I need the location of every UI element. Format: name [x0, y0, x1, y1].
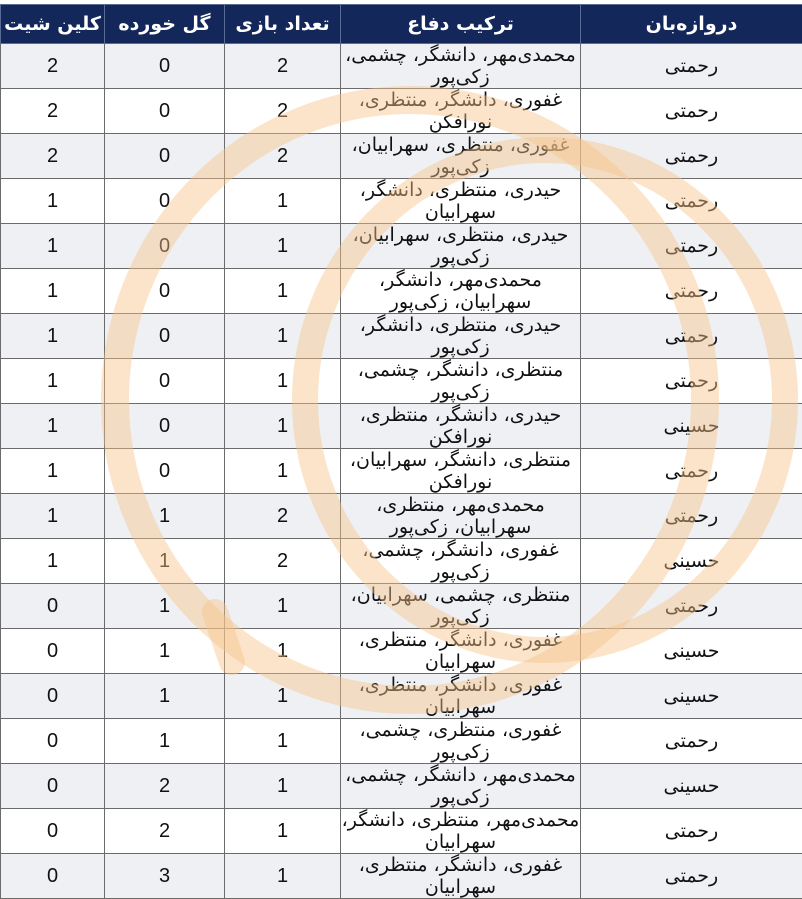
cell-clean-sheets: 0: [1, 674, 105, 719]
cell-defense: حیدری، منتظری، سهرابیان، زکی‌پور: [341, 224, 581, 269]
cell-clean-sheets: 0: [1, 584, 105, 629]
cell-goalkeeper: حسینی: [581, 404, 802, 449]
table-row: [1, 584, 802, 629]
cell-games: 1: [225, 764, 341, 809]
table-row: [1, 269, 802, 314]
cell-goalkeeper: رحمتی: [581, 494, 802, 539]
cell-clean-sheets: 1: [1, 449, 105, 494]
cell-games: 2: [225, 44, 341, 89]
table-row: [1, 89, 802, 134]
cell-clean-sheets: 1: [1, 404, 105, 449]
cell-conceded: 1: [105, 719, 225, 764]
cell-games: 2: [225, 494, 341, 539]
cell-conceded: 0: [105, 404, 225, 449]
cell-goalkeeper: رحمتی: [581, 809, 802, 854]
cell-defense: منتظری، دانشگر، چشمی، زکی‌پور: [341, 359, 581, 404]
cell-defense: محمدی‌مهر، دانشگر، سهرابیان، زکی‌پور: [341, 269, 581, 314]
table-row: [1, 359, 802, 404]
cell-defense: حیدری، منتظری، دانشگر، سهرابیان: [341, 179, 581, 224]
cell-defense: منتظری، چشمی، سهرابیان، زکی‌پور: [341, 584, 581, 629]
cell-conceded: 0: [105, 224, 225, 269]
cell-conceded: 1: [105, 629, 225, 674]
table-row: [1, 134, 802, 179]
table-row: [1, 44, 802, 89]
cell-conceded: 0: [105, 359, 225, 404]
header-conceded: گل خورده: [105, 5, 225, 44]
cell-clean-sheets: 2: [1, 44, 105, 89]
cell-conceded: 0: [105, 89, 225, 134]
cell-clean-sheets: 0: [1, 809, 105, 854]
table-body: [1, 44, 802, 899]
cell-clean-sheets: 0: [1, 629, 105, 674]
cell-conceded: 0: [105, 134, 225, 179]
cell-defense: غفوری، منتظری، چشمی، زکی‌پور: [341, 719, 581, 764]
table-header-row: [1, 5, 802, 44]
table-row: [1, 539, 802, 584]
cell-defense: محمدی‌مهر، منتظری، سهرابیان، زکی‌پور: [341, 494, 581, 539]
cell-goalkeeper: حسینی: [581, 674, 802, 719]
cell-conceded: 0: [105, 314, 225, 359]
cell-conceded: 0: [105, 179, 225, 224]
table-row: [1, 404, 802, 449]
table-row: [1, 764, 802, 809]
cell-games: 1: [225, 404, 341, 449]
header-clean-sheets: کلین شیت: [1, 5, 105, 44]
table-row: [1, 809, 802, 854]
cell-goalkeeper: رحمتی: [581, 44, 802, 89]
cell-games: 1: [225, 269, 341, 314]
cell-clean-sheets: 0: [1, 854, 105, 899]
cell-conceded: 0: [105, 269, 225, 314]
cell-goalkeeper: حسینی: [581, 764, 802, 809]
cell-games: 1: [225, 449, 341, 494]
cell-goalkeeper: رحمتی: [581, 854, 802, 899]
cell-conceded: 0: [105, 44, 225, 89]
cell-goalkeeper: رحمتی: [581, 314, 802, 359]
cell-defense: منتظری، دانشگر، سهرابیان، نورافکن: [341, 449, 581, 494]
cell-conceded: 1: [105, 584, 225, 629]
cell-goalkeeper: رحمتی: [581, 584, 802, 629]
cell-conceded: 1: [105, 494, 225, 539]
cell-defense: غفوری، دانشگر، منتظری، سهرابیان: [341, 629, 581, 674]
cell-goalkeeper: رحمتی: [581, 359, 802, 404]
table-row: [1, 854, 802, 899]
cell-goalkeeper: حسینی: [581, 539, 802, 584]
cell-defense: محمدی‌مهر، دانشگر، چشمی، زکی‌پور: [341, 44, 581, 89]
cell-games: 1: [225, 674, 341, 719]
table-row: [1, 494, 802, 539]
cell-goalkeeper: رحمتی: [581, 224, 802, 269]
goalkeeper-defense-table: [0, 4, 802, 899]
cell-games: 1: [225, 359, 341, 404]
cell-goalkeeper: رحمتی: [581, 179, 802, 224]
table-row: [1, 719, 802, 764]
cell-clean-sheets: 1: [1, 494, 105, 539]
cell-goalkeeper: رحمتی: [581, 449, 802, 494]
cell-conceded: 2: [105, 809, 225, 854]
cell-goalkeeper: رحمتی: [581, 269, 802, 314]
cell-games: 1: [225, 224, 341, 269]
cell-defense: غفوری، دانشگر، منتظری، سهرابیان: [341, 674, 581, 719]
cell-defense: حیدری، منتظری، دانشگر، زکی‌پور: [341, 314, 581, 359]
cell-clean-sheets: 2: [1, 89, 105, 134]
cell-defense: غفوری، دانشگر، چشمی، زکی‌پور: [341, 539, 581, 584]
cell-goalkeeper: رحمتی: [581, 719, 802, 764]
cell-games: 2: [225, 89, 341, 134]
table-row: [1, 674, 802, 719]
cell-goalkeeper: رحمتی: [581, 89, 802, 134]
cell-defense: حیدری، دانشگر، منتظری، نورافکن: [341, 404, 581, 449]
cell-games: 1: [225, 854, 341, 899]
cell-defense: غفوری، دانشگر، منتظری، نورافکن: [341, 89, 581, 134]
cell-games: 1: [225, 584, 341, 629]
cell-games: 2: [225, 539, 341, 584]
cell-conceded: 1: [105, 674, 225, 719]
cell-clean-sheets: 0: [1, 719, 105, 764]
cell-games: 1: [225, 719, 341, 764]
table-row: [1, 179, 802, 224]
cell-goalkeeper: حسینی: [581, 629, 802, 674]
cell-clean-sheets: 1: [1, 314, 105, 359]
cell-clean-sheets: 1: [1, 224, 105, 269]
header-games: تعداد بازی: [225, 5, 341, 44]
cell-conceded: 2: [105, 764, 225, 809]
header-goalkeeper: دروازه‌بان: [581, 5, 802, 44]
table-row: [1, 314, 802, 359]
table-row: [1, 629, 802, 674]
cell-defense: غفوری، دانشگر، منتظری، سهرابیان: [341, 854, 581, 899]
cell-games: 1: [225, 179, 341, 224]
cell-defense: محمدی‌مهر، دانشگر، چشمی، زکی‌پور: [341, 764, 581, 809]
header-defense: ترکیب دفاع: [341, 5, 581, 44]
cell-games: 1: [225, 809, 341, 854]
cell-games: 1: [225, 629, 341, 674]
cell-clean-sheets: 1: [1, 359, 105, 404]
cell-defense: محمدی‌مهر، منتظری، دانشگر، سهرابیان: [341, 809, 581, 854]
cell-goalkeeper: رحمتی: [581, 134, 802, 179]
cell-clean-sheets: 1: [1, 179, 105, 224]
cell-clean-sheets: 0: [1, 764, 105, 809]
cell-clean-sheets: 1: [1, 539, 105, 584]
cell-clean-sheets: 2: [1, 134, 105, 179]
cell-games: 1: [225, 314, 341, 359]
cell-defense: غفوری، منتظری، سهرابیان، زکی‌پور: [341, 134, 581, 179]
cell-conceded: 0: [105, 449, 225, 494]
table-row: [1, 224, 802, 269]
cell-games: 2: [225, 134, 341, 179]
cell-conceded: 3: [105, 854, 225, 899]
cell-clean-sheets: 1: [1, 269, 105, 314]
cell-conceded: 1: [105, 539, 225, 584]
table-row: [1, 449, 802, 494]
